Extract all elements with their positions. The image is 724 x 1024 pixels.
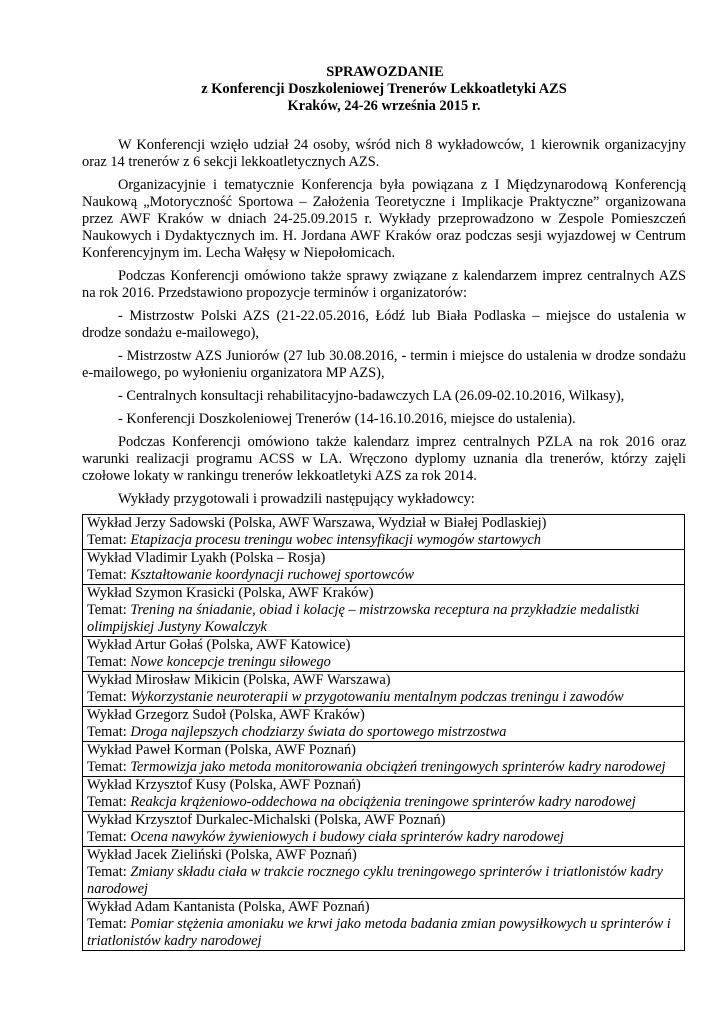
lecture-topic xyxy=(87,689,680,706)
lecture-speaker: Wykład Grzegorz Sudoł (Polska, AWF Kraków) xyxy=(87,707,365,723)
lecture-topic xyxy=(87,759,680,776)
lecture-cell xyxy=(83,672,685,707)
lecture-cell xyxy=(83,585,685,637)
topic-text: Ocena nawyków żywieniowych i budowy ciała sprinterów kadry narodowej xyxy=(130,829,564,845)
topic-label: Temat: xyxy=(87,654,131,670)
paragraph-organization: Organizacyjnie i tematycznie Konferencja była powiązana z I Międzynarodową Konferencją Naukową „Motoryczność Sportowa – Założenia Teoretyczne i Implikacje Praktyczne” organizowana przez AWF Kraków w dniach 24-25.09.2015 r. Wykłady przeprowadzono w Zespole Pomieszczeń Naukowych i Dydaktycznych im. H. Jordana AWF Kraków oraz podczas sesji wyjazdowej w Centrum Konferencyjnym im. Lecha Wałęsy w Niepołomicach. xyxy=(82,177,686,261)
table-row xyxy=(83,742,685,777)
topic-label: Temat: xyxy=(87,567,131,583)
table-row xyxy=(83,515,685,550)
topic-text: Reakcja krążeniowo-oddechowa na obciążenia treningowe sprinterów kadry narodowej xyxy=(130,794,636,810)
lecture-topic xyxy=(87,724,680,741)
topic-text: Termowizja jako metoda monitorowania obciążeń treningowych sprinterów kadry narodowej xyxy=(130,759,666,775)
list-item-mp-azs: - Mistrzostw Polski AZS (21-22.05.2016, Łódź lub Biała Podlaska – miejsce do ustalenia w drodze sondażu e-mailowego), xyxy=(82,308,686,341)
lecture-cell xyxy=(83,742,685,777)
table-row xyxy=(83,637,685,672)
table-row xyxy=(83,585,685,637)
table-row xyxy=(83,707,685,742)
lecture-speaker: Wykład Krzysztof Durkalec-Michalski (Polska, AWF Poznań) xyxy=(87,812,446,828)
table-row xyxy=(83,777,685,812)
topic-text: Trening na śniadanie, obiad i kolację – mistrzowska receptura na przykładzie medalistki olimpijskiej Justyny Kowalczyk xyxy=(87,602,640,635)
lecture-cell xyxy=(83,777,685,812)
topic-text: Kształtowanie koordynacji ruchowej sportowców xyxy=(130,567,415,583)
lecture-topic xyxy=(87,916,680,950)
table-row xyxy=(83,899,685,951)
lecture-speaker: Wykład Krzysztof Kusy (Polska, AWF Poznań) xyxy=(87,777,361,793)
topic-text: Wykorzystanie neuroterapii w przygotowaniu mentalnym podczas treningu i zawodów xyxy=(130,689,624,705)
topic-text: Etapizacja procesu treningu wobec intensyfikacji wymogów startowych xyxy=(130,532,541,548)
lecture-cell xyxy=(83,515,685,550)
lecture-speaker: Wykład Adam Kantanista (Polska, AWF Poznań) xyxy=(87,899,370,915)
lecture-speaker: Wykład Paweł Korman (Polska, AWF Poznań) xyxy=(87,742,356,758)
topic-label: Temat: xyxy=(87,759,131,775)
lecture-cell xyxy=(83,812,685,847)
topic-text: Nowe koncepcje treningu siłowego xyxy=(130,654,331,670)
lectures-table xyxy=(82,514,685,951)
lecture-cell xyxy=(83,847,685,899)
lecture-speaker: Wykład Mirosław Mikicin (Polska, AWF Warszawa) xyxy=(87,672,391,688)
lecture-topic xyxy=(87,654,680,671)
table-row xyxy=(83,847,685,899)
paragraph-calendar-pzla: Podczas Konferencji omówiono także kalendarz imprez centralnych PZLA na rok 2016 oraz warunki realizacji programu ACSS w LA. Wręczono dyplomy uznania dla trenerów, którzy zajęli czołowe lokaty w rankingu trenerów lekkoatletyki AZS za rok 2014. xyxy=(82,434,686,484)
lecture-cell xyxy=(83,637,685,672)
paragraph-lecturers-intro: Wykłady przygotowali i prowadzili następujący wykładowcy: xyxy=(118,491,475,507)
document-page xyxy=(82,64,686,951)
topic-text: Pomiar stężenia amoniaku we krwi jako metoda badania zmian powysiłkowych u sprinterów i triatlonistów kadry narodowej xyxy=(87,916,671,949)
lecture-topic xyxy=(87,864,680,898)
paragraph-calendar-azs: Podczas Konferencji omówiono także sprawy związane z kalendarzem imprez centralnych AZS na rok 2016. Przedstawiono propozycje terminów i organizatorów: xyxy=(82,268,686,301)
lecture-speaker: Wykład Jacek Zieliński (Polska, AWF Poznań) xyxy=(87,847,357,863)
lecture-topic xyxy=(87,829,680,846)
list-item-conference: - Konferencji Doszkoleniowej Trenerów (14-16.10.2016, miejsce do ustalenia). xyxy=(118,411,576,427)
list-item-consultations: - Centralnych konsultacji rehabilitacyjno-badawczych LA (26.09-02.10.2016, Wilkasy), xyxy=(118,388,625,404)
table-row xyxy=(83,812,685,847)
topic-label: Temat: xyxy=(87,689,131,705)
topic-label: Temat: xyxy=(87,602,131,618)
report-title-block xyxy=(82,64,686,115)
report-subtitle: z Konferencji Doszkoleniowej Trenerów Lekkoatletyki AZS xyxy=(201,81,567,97)
topic-label: Temat: xyxy=(87,724,131,740)
lecture-speaker: Wykład Vladimir Lyakh (Polska – Rosja) xyxy=(87,550,326,566)
topic-label: Temat: xyxy=(87,916,131,932)
topic-label: Temat: xyxy=(87,829,131,845)
topic-label: Temat: xyxy=(87,794,131,810)
lecture-speaker: Wykład Jerzy Sadowski (Polska, AWF Warszawa, Wydział w Białej Podlaskiej) xyxy=(87,515,547,531)
list-item-mp-juniors: - Mistrzostw AZS Juniorów (27 lub 30.08.2016, - termin i miejsce do ustalenia w drodze sondażu e-mailowego, po wyłonieniu organizatora MP AZS), xyxy=(82,348,686,381)
lecture-cell xyxy=(83,707,685,742)
lecture-cell xyxy=(83,550,685,585)
topic-text: Zmiany składu ciała w trakcie rocznego cyklu treningowego sprinterów i triatlonistów kadry narodowej xyxy=(87,864,663,897)
lecture-speaker: Wykład Szymon Krasicki (Polska, AWF Kraków) xyxy=(87,585,374,601)
topic-label: Temat: xyxy=(87,864,131,880)
table-row xyxy=(83,672,685,707)
paragraph-participants: W Konferencji wzięło udział 24 osoby, wśród nich 8 wykładowców, 1 kierownik organizacyjny oraz 14 trenerów z 6 sekcji lekkoatletycznych AZS. xyxy=(82,137,686,170)
topic-text: Droga najlepszych chodziarzy świata do sportowego mistrzostwa xyxy=(130,724,507,740)
table-row xyxy=(83,550,685,585)
topic-label: Temat: xyxy=(87,532,131,548)
report-date-place: Kraków, 24-26 września 2015 r. xyxy=(287,98,481,114)
lecture-topic xyxy=(87,794,680,811)
lecture-topic xyxy=(87,567,680,584)
lecture-speaker: Wykład Artur Gołaś (Polska, AWF Katowice) xyxy=(87,637,351,653)
lecture-topic xyxy=(87,532,680,549)
lecture-topic xyxy=(87,602,680,636)
lectures-table-body xyxy=(83,515,685,951)
report-title: SPRAWOZDANIE xyxy=(326,64,444,80)
lecture-cell xyxy=(83,899,685,951)
